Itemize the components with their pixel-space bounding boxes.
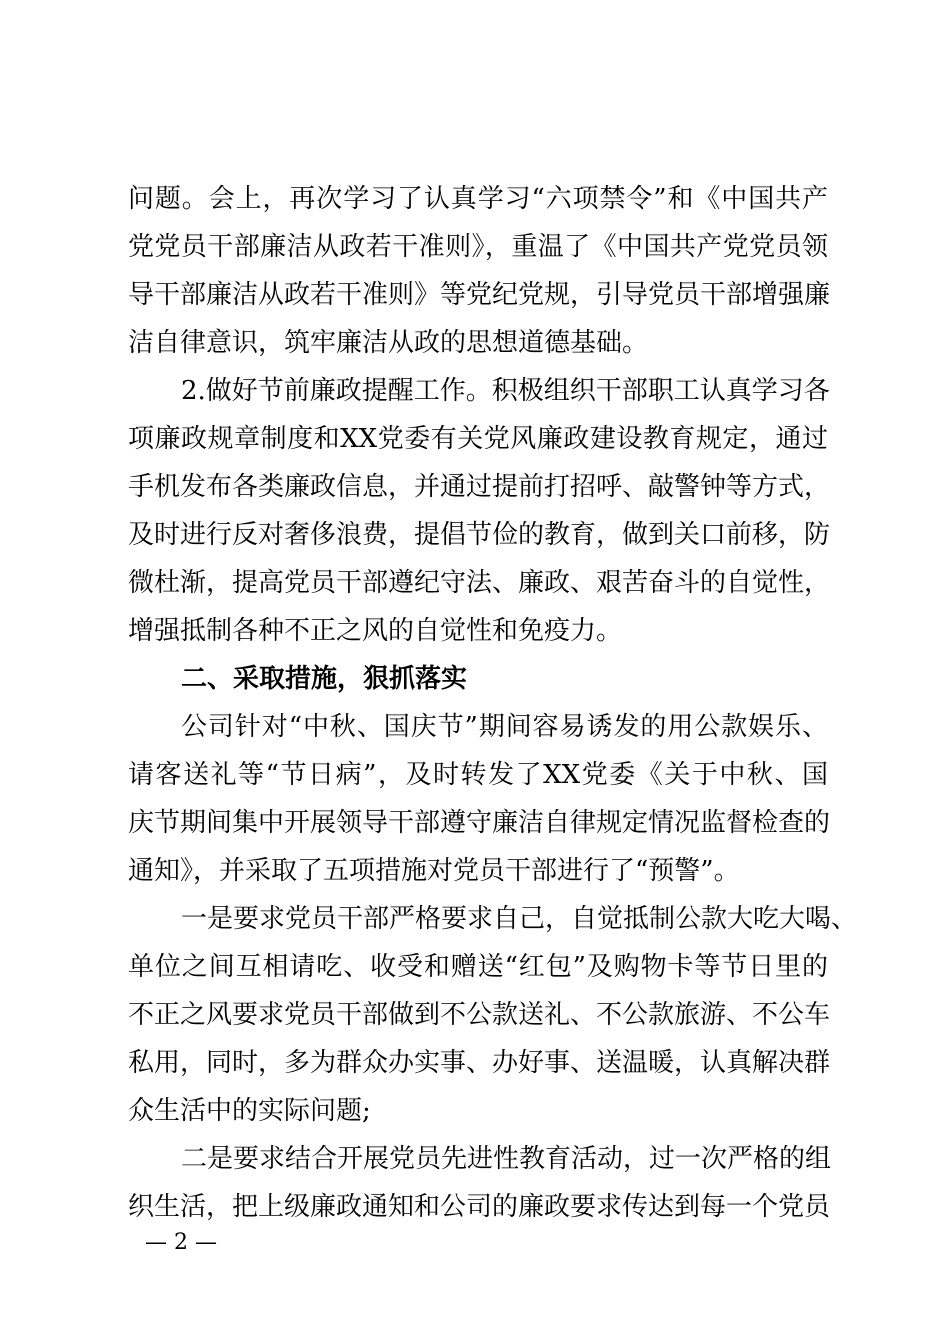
page-number: — 2 — (145, 1230, 217, 1255)
paragraph-line: 私用，同时，多为群众办实事、办好事、送温暖，认真解决群 (128, 1048, 831, 1078)
paragraph-line: 微杜渐，提高党员干部遵纪守法、廉政、艰苦奋斗的自觉性， (128, 568, 831, 598)
paragraph-line: 公司针对“中秋、国庆节”期间容易诱发的用公款娱乐、 (181, 712, 828, 742)
paragraph-line: 党党员干部廉洁从政若干准则》，重温了《中国共产党党员领 (128, 232, 828, 262)
paragraph-line: 一是要求党员干部严格要求自己，自觉抵制公款大吃大喝、 (181, 904, 858, 934)
paragraph-line: 问题。会上，再次学习了认真学习“六项禁令”和《中国共产 (128, 184, 828, 214)
paragraph-line: 导干部廉洁从政若干准则》等党纪党规，引导党员干部增强廉 (128, 280, 831, 310)
paragraph-line: 请客送礼等“节日病”，及时转发了XX党委《关于中秋、国 (128, 760, 828, 790)
paragraph-line: 洁自律意识，筑牢廉洁从政的思想道德基础。 (128, 328, 649, 358)
paragraph-line: 织生活，把上级廉政通知和公司的廉政要求传达到每一个党员 (128, 1192, 831, 1222)
section-heading: 二、采取措施，狠抓落实 (181, 664, 468, 694)
paragraph-line: 不正之风要求党员干部做到不公款送礼、不公款旅游、不公车 (128, 1000, 831, 1030)
paragraph-line: 手机发布各类廉政信息，并通过提前打招呼、敲警钟等方式， (128, 472, 831, 502)
paragraph-line: 单位之间互相请吃、收受和赠送“红包”及购物卡等节日里的 (128, 952, 828, 982)
paragraph-line: 及时进行反对奢侈浪费，提倡节俭的教育，做到关口前移，防 (128, 520, 831, 550)
paragraph-line: 庆节期间集中开展领导干部遵守廉洁自律规定情况监督检查的 (128, 808, 831, 838)
paragraph-line: 众生活中的实际问题; (128, 1096, 371, 1126)
paragraph-line: 增强抵制各种不正之风的自觉性和免疫力。 (128, 616, 623, 646)
paragraph-line: 项廉政规章制度和XX党委有关党风廉政建设教育规定，通过 (128, 424, 828, 454)
paragraph-line: 2.做好节前廉政提醒工作。积极组织干部职工认真学习各 (181, 376, 830, 406)
paragraph-line: 二是要求结合开展党员先进性教育活动，过一次严格的组 (181, 1144, 832, 1174)
paragraph-line: 通知》，并采取了五项措施对党员干部进行了“预警”。 (128, 856, 740, 886)
